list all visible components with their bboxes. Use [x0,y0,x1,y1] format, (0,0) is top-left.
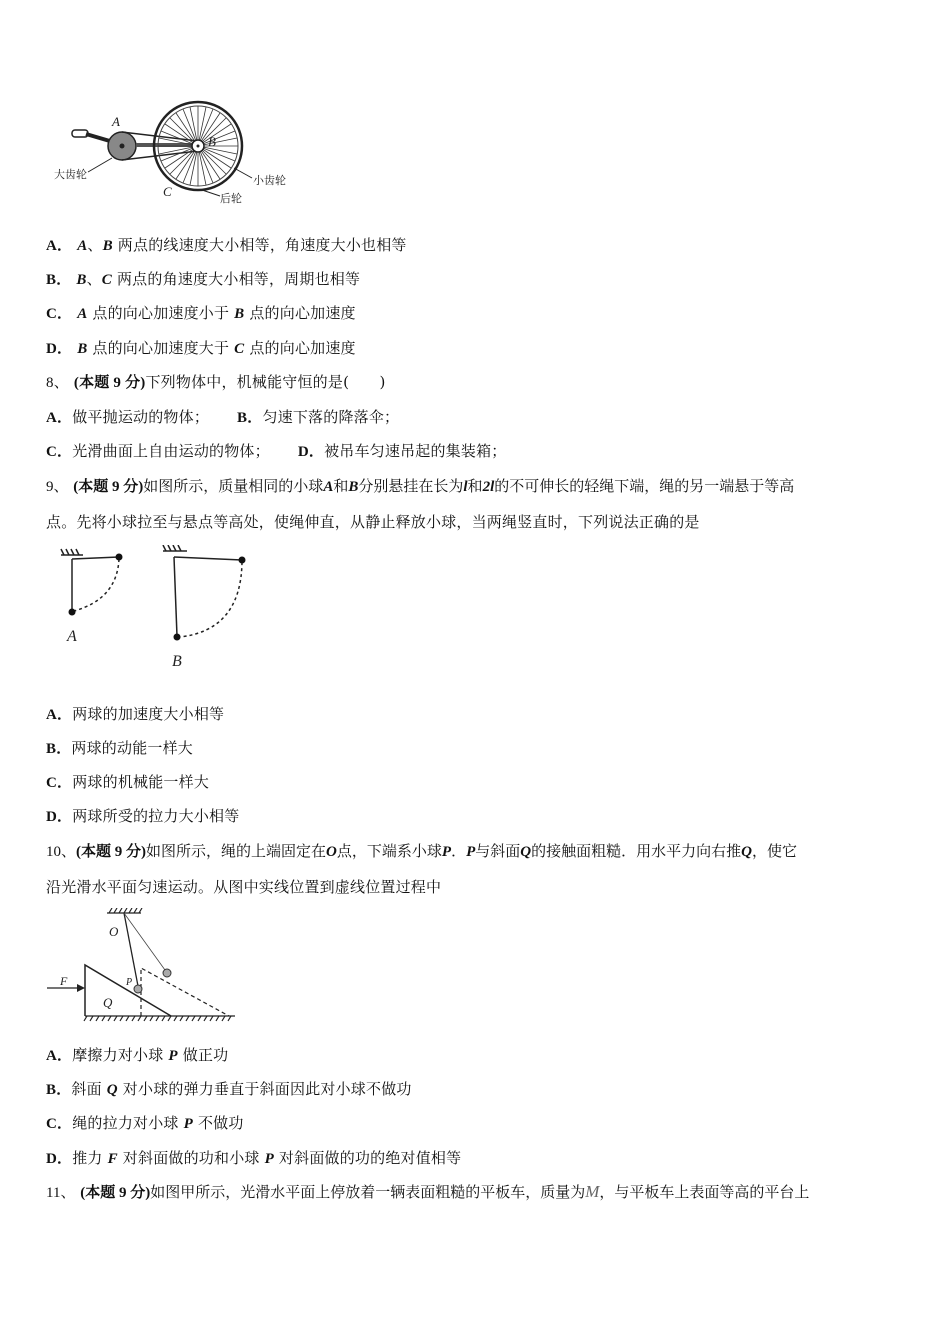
option-letter: A． [46,1048,73,1064]
text: 的不可伸长的轻绳下端，绳的另一端悬于等高 [494,477,795,495]
pendulum-figure [55,545,265,675]
question-number: 9、 [46,479,69,495]
option-text: 两球所受的拉力大小相等 [72,807,240,825]
question-number: 10、 [46,844,77,860]
q8-option-c: 光滑曲面上自由运动的物体； [72,442,270,460]
q8-options-row1 [46,407,399,428]
option-letter: A． [46,238,73,254]
q10-stem-line2: 沿光滑水平面匀速运动。从图中实线位置到虚线位置过程中 [46,878,442,896]
option-text: 两球的动能一样大 [71,739,194,757]
text: 点的向心加速度 [244,304,356,322]
text: 绳的拉力对小球 [72,1114,184,1132]
var: F [107,1151,118,1167]
option-letter: B． [46,1082,72,1098]
text: ，与平板车上表面等高的平台上 [599,1183,810,1201]
var: B [77,341,88,357]
question-score: (本题 9 分) [73,479,144,495]
label-O: O [109,924,119,939]
var: C [234,341,245,357]
var: C [101,272,113,288]
option-letter: D． [46,809,73,825]
q7-option-a [46,235,407,256]
text: 和 [467,477,483,495]
label-F: F [60,974,68,988]
option-letter: B． [237,410,263,426]
option-letter: C． [46,775,73,791]
var: P [168,1048,178,1064]
label-B: B [208,134,216,149]
option-text: 两球的加速度大小相等 [72,705,225,723]
q10-option-c [46,1113,244,1134]
q7-option-b [46,269,360,290]
var: A [77,306,88,322]
var: Q [520,844,532,860]
q8-option-d: 被吊车匀速吊起的集装箱； [324,442,507,460]
text: 点的向心加速度大于 [87,339,235,357]
text: 如图甲所示，光滑水平面上停放着一辆表面粗糙的平板车，质量为 [150,1183,586,1201]
var: Q [106,1082,118,1098]
text: 、 [86,270,102,288]
option-letter: B． [46,272,72,288]
question-score: (本题 9 分) [76,844,147,860]
var: B [102,238,113,254]
var: O [326,844,337,860]
q9-stem-line1 [46,476,794,497]
option-letter: C． [46,444,73,460]
label-A: A [67,628,77,645]
incline-pendulum-figure [45,908,245,1028]
q10-stem-line1 [46,841,797,862]
q9-option-c [46,772,209,793]
var: P [466,844,476,860]
var: A [77,238,88,254]
label-big-gear: 大齿轮 [54,168,87,181]
var: P [441,844,452,860]
option-letter: A． [46,410,73,426]
question-score: (本题 9 分) [73,375,146,391]
question-number: 11、 [46,1185,76,1201]
option-letter: B． [46,741,72,757]
q10-option-b [46,1079,412,1100]
text: 、 [87,236,103,254]
q10-option-a [46,1045,228,1066]
q9-option-a [46,704,224,725]
text: 两点的角速度大小相等，周期也相等 [112,270,361,288]
var: Q [741,844,752,860]
option-letter: D． [46,341,73,357]
label-A: A [112,114,120,129]
text: 做正功 [177,1046,229,1064]
var: B [348,479,359,495]
text: 摩擦力对小球 [72,1046,169,1064]
text: 与斜面 [475,842,521,860]
text: 对小球的弹力垂直于斜面因此对小球不做功 [117,1080,412,1098]
text: 点，下端系小球 [336,842,442,860]
label-C: C [163,184,172,199]
var: l [463,479,468,495]
option-letter: D． [297,444,325,460]
option-text: 两球的机械能一样大 [72,773,210,791]
bicycle-gear-figure [50,92,310,212]
text: 和 [333,477,349,495]
text: 对斜面做的功的绝对值相等 [273,1149,462,1167]
var: B [234,306,245,322]
text: 对斜面做的功和小球 [117,1149,265,1167]
label-rear-wheel: 后轮 [220,192,242,205]
text: 如图所示，质量相同的小球 [143,477,324,495]
var: 2l [482,479,495,495]
var: M [585,1182,600,1201]
q8-option-b: 匀速下落的降落伞； [262,408,400,426]
q9-option-d [46,806,239,827]
var: P [183,1116,193,1132]
question-text: 下列物体中，机械能守恒的是( ) [145,373,386,391]
question-number: 8、 [46,375,69,391]
text: 推力 [72,1149,108,1167]
text: 点的向心加速度小于 [87,304,235,322]
text: 两点的线速度大小相等，角速度大小也相等 [112,236,407,254]
q9-stem-line2: 点。先将小球拉至与悬点等高处，使绳伸直，从静止释放小球，当两绳竖直时，下列说法正确的是 [46,513,700,531]
text: 斜面 [71,1080,107,1098]
q8-option-a: 做平抛运动的物体； [72,408,210,426]
q8-stem [46,372,386,393]
text: ． [451,842,467,860]
option-letter: C． [46,1116,73,1132]
label-B: B [172,653,182,670]
option-letter: A． [46,707,73,723]
var: P [264,1151,274,1167]
text: 的接触面粗糙．用水平力向右推 [531,842,742,860]
option-letter: D． [46,1151,73,1167]
q8-options-row2 [46,441,506,462]
text: 分别悬挂在长为 [358,477,464,495]
question-score: (本题 9 分) [80,1185,151,1201]
var: A [323,479,334,495]
option-letter: C． [46,306,73,322]
label-Q: Q [103,995,113,1010]
text: 如图所示，绳的上端固定在 [146,842,327,860]
text: ，使它 [751,842,797,860]
var: B [76,272,87,288]
q10-option-d [46,1148,461,1169]
q7-option-c [46,303,356,324]
label-P: P [126,977,133,988]
q11-stem [46,1182,809,1203]
q7-option-d [46,338,356,359]
text: 不做功 [192,1114,244,1132]
label-small-gear: 小齿轮 [253,174,286,187]
text: 点的向心加速度 [244,339,356,357]
q9-option-b [46,738,193,759]
